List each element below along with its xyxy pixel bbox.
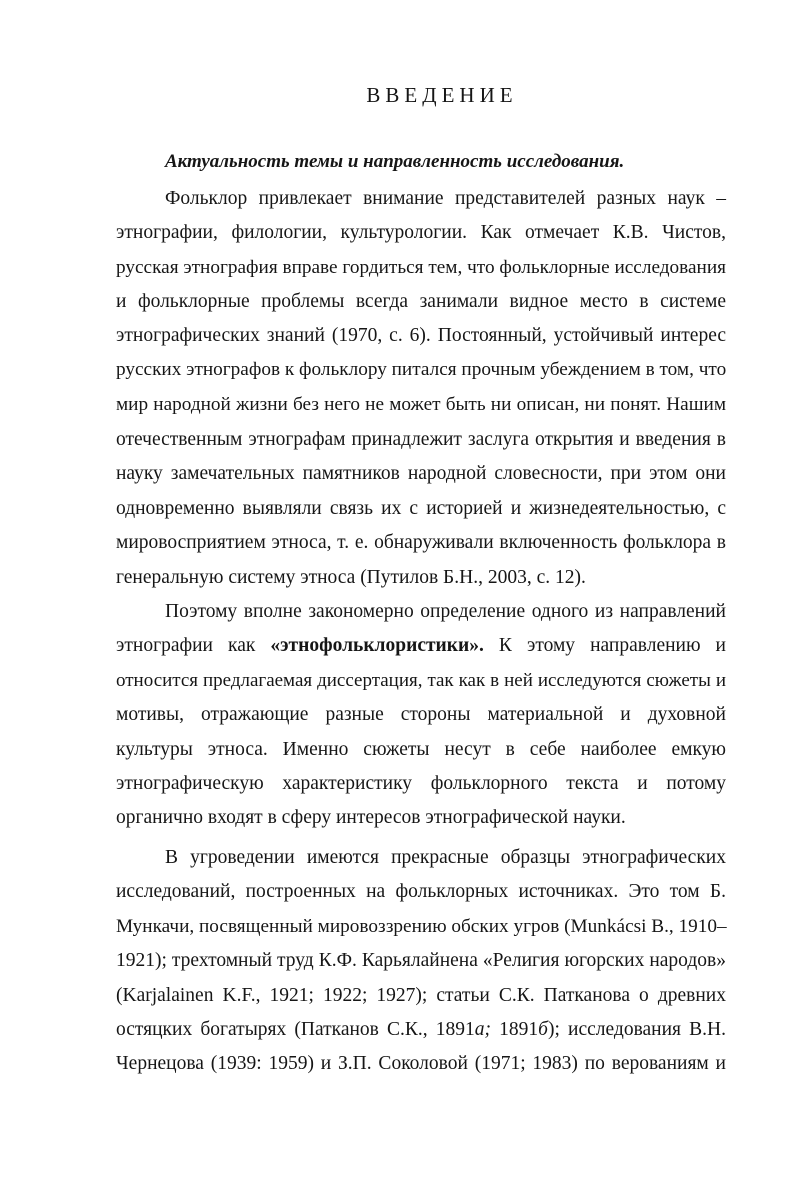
section-subtitle: Актуальность темы и направленность исследования. [165,151,625,172]
text-span: 1891 [491,1019,539,1040]
text-span: К этому направлению и [483,635,726,656]
text-line: отечественным этнографам принадлежит заслуга открытия и введения в [116,429,726,450]
text-line [116,634,726,658]
text-line: одновременно выявляли связь их с историей и жизнедеятельностью, с [116,498,726,519]
text-line: науку замечательных памятников народной словесности, при этом они [116,463,726,484]
text-line: (Karjalainen K.F., 1921; 1922; 1927); статьи С.К. Патканова о древних [116,985,726,1006]
text-line: мировосприятием этноса, т. е. обнаруживали включенность фольклора в [116,532,726,553]
text-span: ); исследования В.Н. [547,1019,726,1040]
text-line: этнографических знаний (1970, с. 6). Постоянный, устойчивый интерес [116,325,726,346]
text-line: относится предлагаемая диссертация, так как в ней исследуются сюжеты и [116,670,726,691]
text-line: Чернецова (1939: 1959) и З.П. Соколовой (1971; 1983) по верованиям и [116,1053,726,1074]
text-line: и фольклорные проблемы всегда занимали видное место в системе [116,291,726,312]
text-line: Поэтому вполне закономерно определение одного из направлений [165,601,726,622]
text-line: органично входят в сферу интересов этнографической науки. [116,807,626,828]
text-line: культуры этноса. Именно сюжеты несут в себе наиболее емкую [116,739,726,760]
page-title: ВВЕДЕНИЕ [366,83,518,107]
bold-term: «этнофольклористики». [270,635,484,656]
text-line: исследований, построенных на фольклорных источниках. Это том Б. [116,881,726,902]
italic-letter: а; [474,1019,492,1040]
text-line: русских этнографов к фольклору питался прочным убеждением в том, что [116,359,727,380]
text-span: этнографии как [116,635,271,656]
text-line: Фольклор привлекает внимание представителей разных наук – [165,188,726,209]
text-line: мир народной жизни без него не может быть ни описан, ни понят. Нашим [116,394,726,415]
text-line: этнографическую характеристику фольклорного текста и потому [116,773,726,794]
italic-letter: б [538,1019,548,1040]
text-line: генеральную систему этноса (Путилов Б.Н., 2003, с. 12). [116,567,586,588]
text-line: мотивы, отражающие разные стороны материальной и духовной [116,704,726,725]
text-line: 1921); трехтомный труд К.Ф. Карьялайнена «Религия югорских народов» [116,950,726,971]
text-line: В угроведении имеются прекрасные образцы этнографических [165,847,726,868]
text-line: Мункачи, посвященный мировоззрению обских угров (Munkácsi B., 1910– [116,916,727,937]
text-line: этнографии, филологии, культурологии. Как отмечает К.В. Чистов, [116,222,726,243]
text-span: остяцких богатырях (Патканов С.К., 1891 [116,1019,475,1040]
text-line [116,1018,726,1042]
text-line: русская этнография вправе гордиться тем, что фольклорные исследования [116,257,726,278]
